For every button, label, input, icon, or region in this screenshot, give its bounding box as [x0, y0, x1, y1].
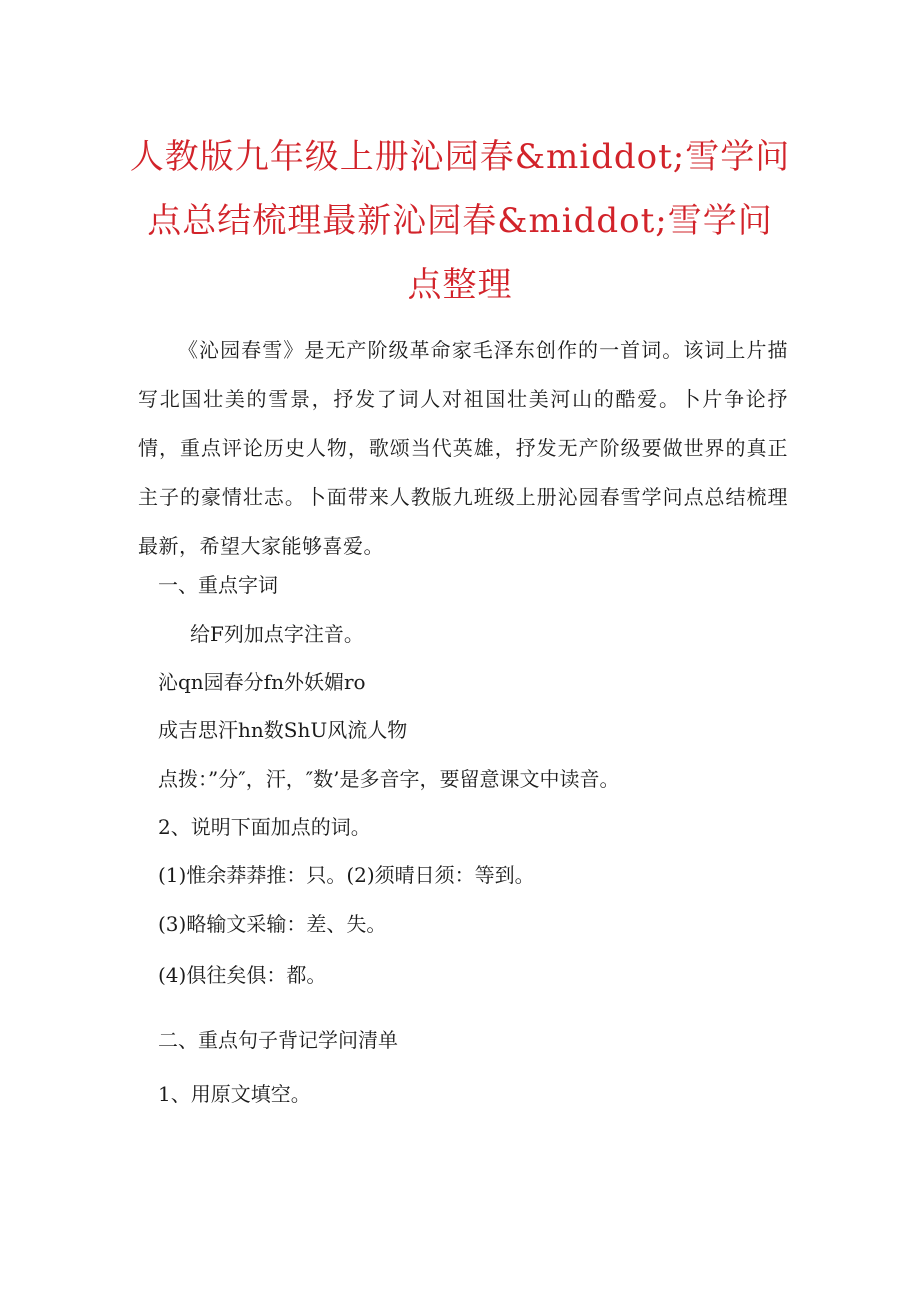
- intro-paragraph: 《沁园春雪》是无产阶级革命家毛泽东创作的一首词。该词上片描写北国壮美的雪景，抒发了词人对祖国壮美河山的酷爱。卜片争论抒情，重点评论历史人物，歌颂当代英雄，抒发无产阶级要做世界的真正主子的豪情壮志。卜面带来人教版九班级上册沁园春雪学问点总结梳理最新，希望大家能够喜爱。: [138, 338, 788, 558]
- pinyin-line-b: 成吉思汗hn数ShU风流人物: [158, 718, 408, 742]
- question-2-item-3: (3)略输文采输：差、失。: [158, 912, 387, 936]
- question-2-item-4: (4)俱往矣俱：都。: [158, 963, 327, 987]
- section-1-heading: 一、重点字词: [158, 573, 278, 597]
- question-2-item-1-2: (1)惟余莽莽推：只。(2)须晴日须：等到。: [158, 863, 535, 887]
- section-2-heading: 二、重点句子背记学问清单: [158, 1028, 398, 1052]
- tip-note: 点拨：”分″，汗，″数’是多音字，要留意课文中读音。: [158, 767, 620, 791]
- title-line-1: 人教版九年级上册沁园春&middot;雪学问: [129, 137, 791, 177]
- pinyin-line-a: 沁qn园春分fn外妖媚ro: [158, 670, 366, 694]
- section-1-instruction: 给F列加点字注音。: [190, 622, 364, 646]
- question-2-heading: 2、说明下面加点的词。: [158, 815, 371, 839]
- title-line-2: 点总结梳理最新沁园春&middot;雪学问: [147, 201, 773, 241]
- document-title: [120, 125, 800, 317]
- title-line-3: 点整理: [407, 265, 513, 305]
- section-2-question-1: 1、用原文填空。: [158, 1082, 311, 1106]
